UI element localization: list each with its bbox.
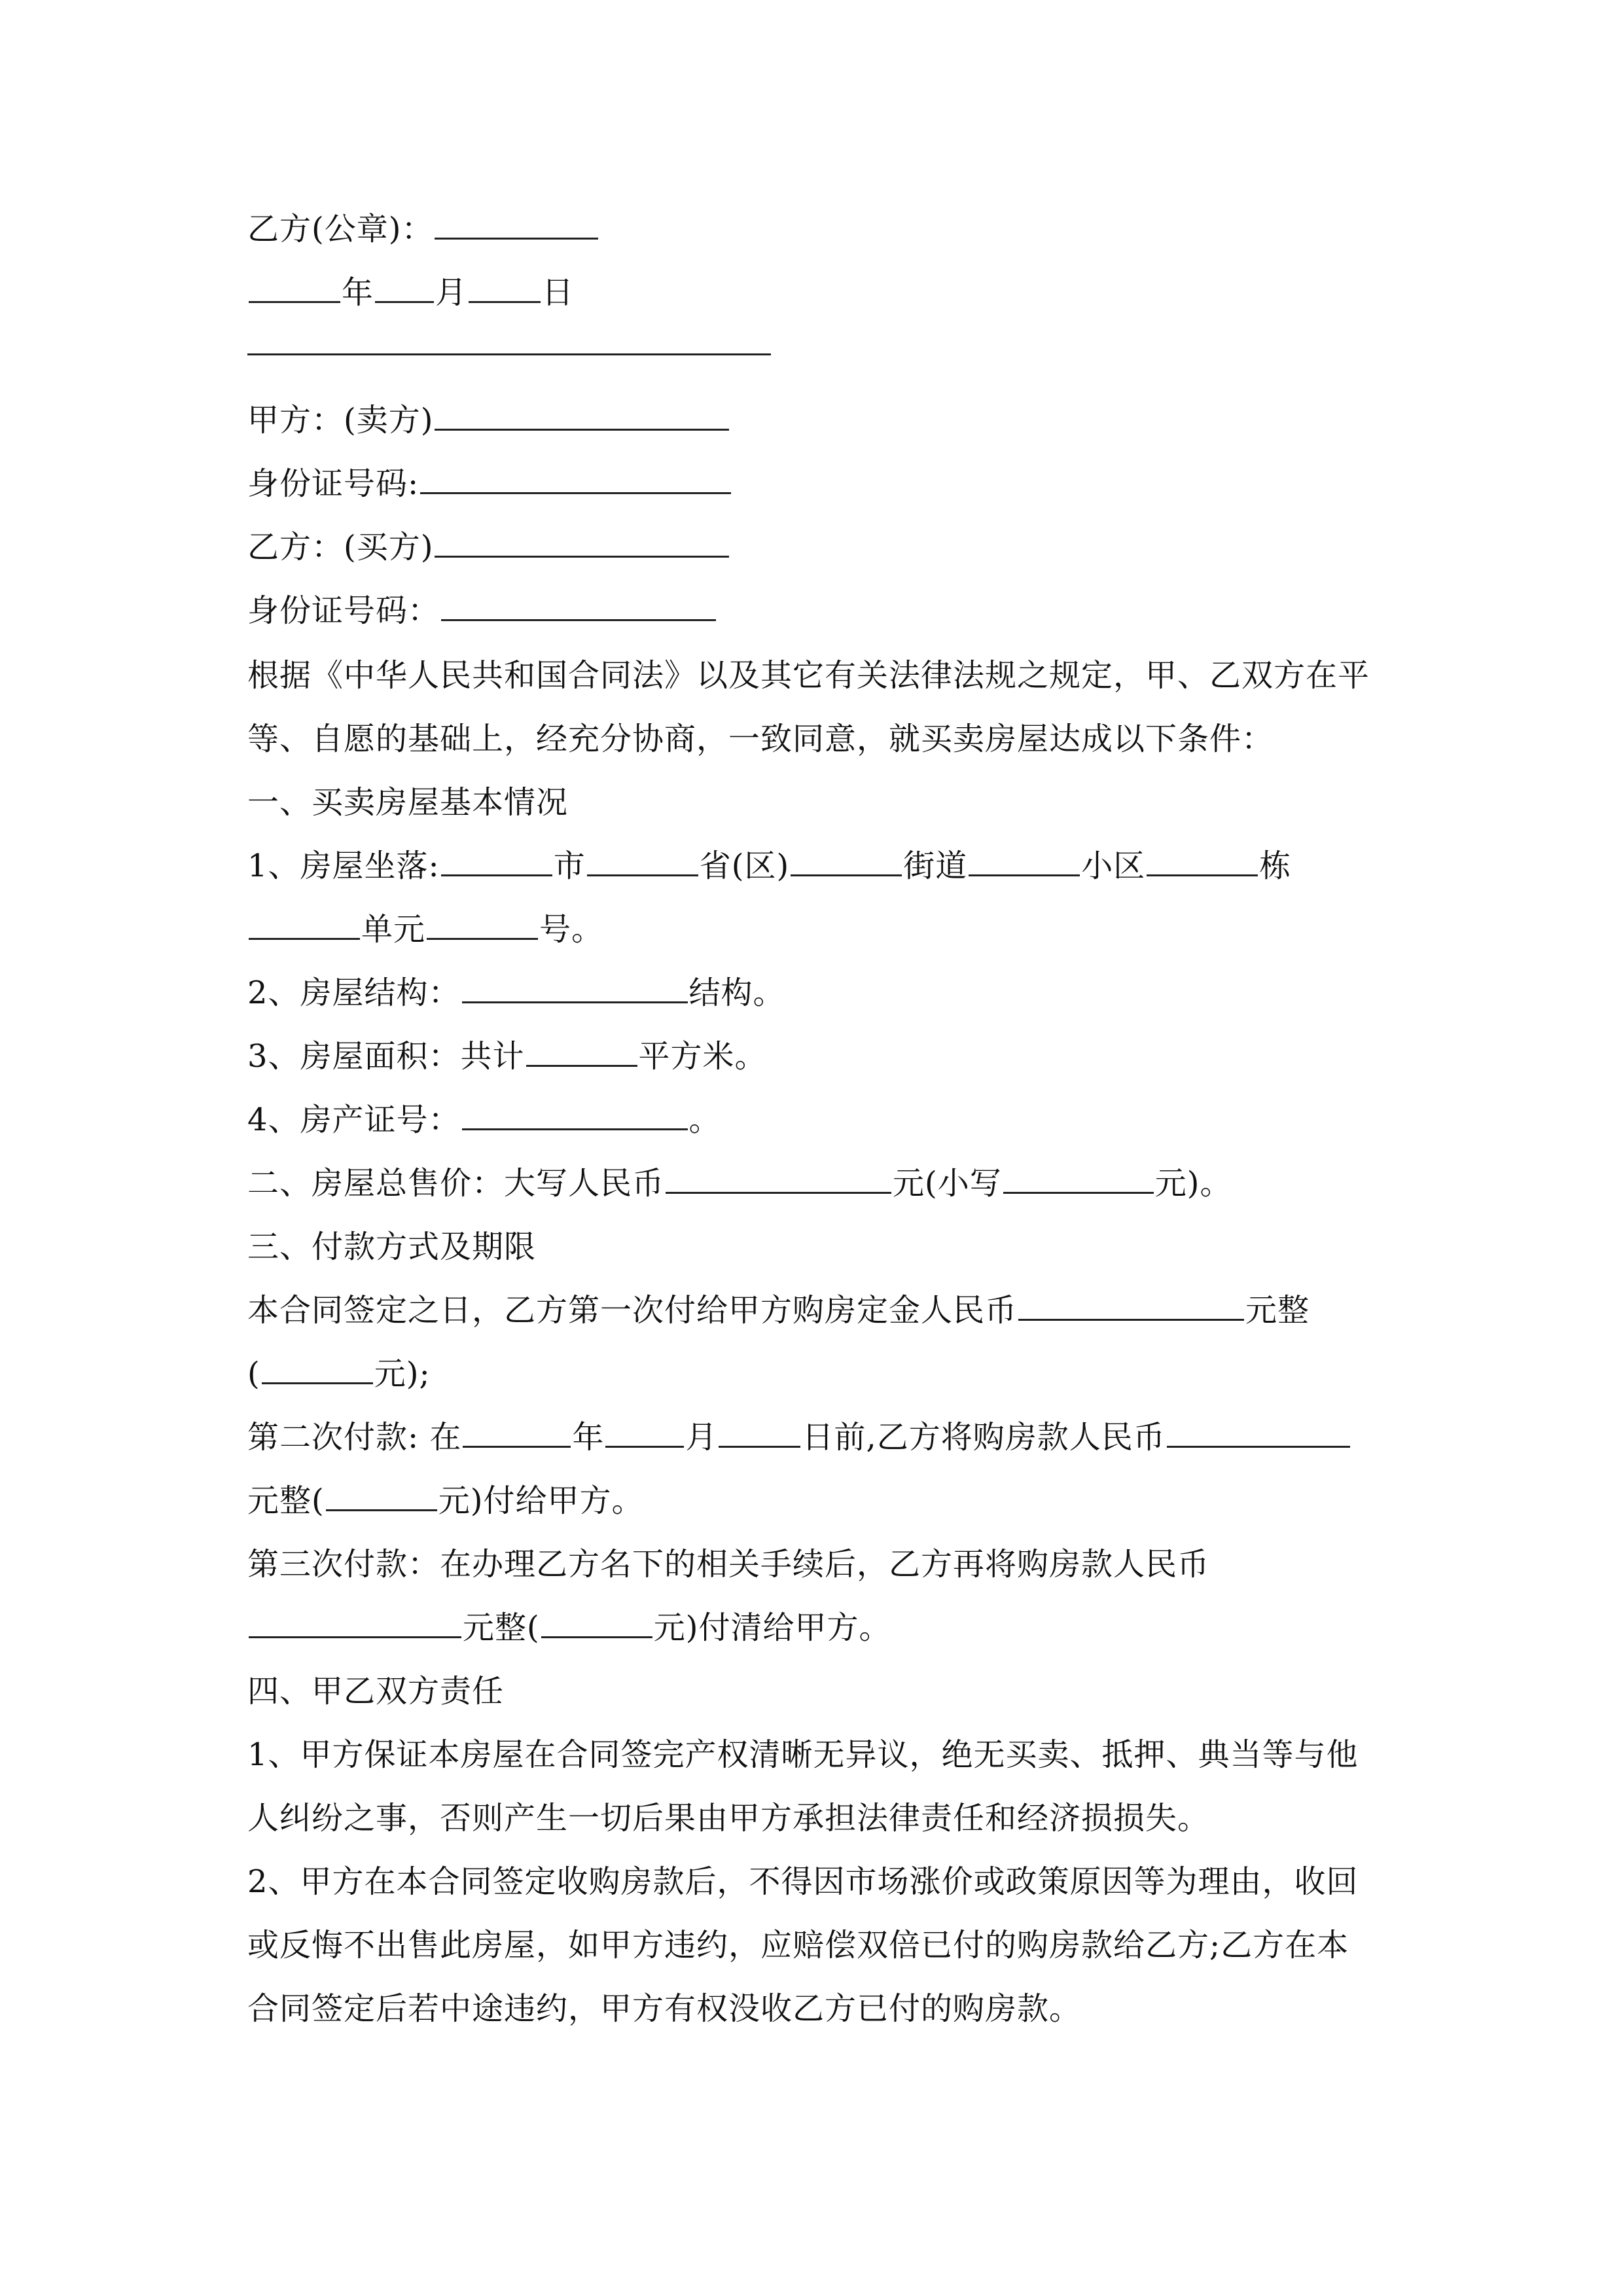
street-label: 街道 <box>903 848 968 884</box>
price-upper-blank <box>666 1163 891 1194</box>
year-blank <box>249 272 340 303</box>
unit-label: 单元 <box>361 911 426 948</box>
area-label: 3、房屋面积：共计 <box>247 1038 525 1075</box>
payment-2-month-blank <box>605 1417 684 1448</box>
location-line-2 <box>247 908 603 950</box>
payment-2-unit: 元整( <box>247 1482 325 1519</box>
building-label: 栋 <box>1259 848 1292 884</box>
city-blank <box>441 846 552 876</box>
id-b-label: 身份证号码： <box>247 592 440 629</box>
payment-1-line-1 <box>247 1289 1310 1331</box>
section-1-title: 一、买卖房屋基本情况 <box>247 784 569 821</box>
unit-blank <box>249 909 360 940</box>
payment-2-month: 月 <box>685 1419 718 1456</box>
number-blank <box>427 909 538 940</box>
payment-2-year: 年 <box>572 1419 605 1456</box>
payment-2-line-2 <box>247 1480 643 1522</box>
intro-line-1: 根据《中华人民共和国合同法》以及其它有关法律法规之规定，甲、乙双方在平 <box>247 657 1370 694</box>
area-blank <box>526 1036 637 1067</box>
price-lower-blank <box>1003 1163 1154 1194</box>
structure-blank <box>462 973 688 1003</box>
payment-1-text: 本合同签定之日，乙方第一次付给甲方购房定金人民币 <box>247 1292 1018 1329</box>
estate-label: 小区 <box>1081 848 1146 884</box>
clause-2-line-2: 或反悔不出售此房屋，如甲方违约，应赔偿双倍已付的购房款给乙方;乙方在本 <box>247 1927 1349 1964</box>
payment-1-unit: 元整 <box>1245 1292 1310 1329</box>
location-line-1 <box>247 845 1291 887</box>
party-b-blank <box>435 527 729 558</box>
price-suffix: 元)。 <box>1154 1165 1232 1202</box>
price-label: 二、房屋总售价：大写人民币 <box>247 1165 665 1202</box>
structure-line <box>247 972 785 1014</box>
certificate-label: 4、房产证号： <box>247 1102 461 1138</box>
section-3-title: 三、付款方式及期限 <box>247 1229 537 1265</box>
month-label: 月 <box>435 274 468 311</box>
payment-2-line-1 <box>247 1416 1351 1458</box>
deposit-small-blank <box>262 1354 373 1384</box>
area-suffix: 平方米。 <box>638 1038 767 1075</box>
payment-2-amount-blank <box>1167 1417 1350 1448</box>
certificate-line <box>247 1099 721 1141</box>
building-blank <box>1147 846 1258 876</box>
day-label: 日 <box>542 274 575 311</box>
payment-3-line-1: 第三次付款：在办理乙方名下的相关手续后，乙方再将购房款人民币 <box>247 1546 1210 1583</box>
payment-2-text: 第二次付款: 在 <box>247 1419 462 1456</box>
estate-blank <box>969 846 1080 876</box>
structure-suffix: 结构。 <box>688 975 785 1011</box>
price-mid: 元(小写 <box>893 1165 1002 1202</box>
area-line <box>247 1035 767 1077</box>
city-label: 市 <box>553 848 586 884</box>
price-line <box>247 1162 1232 1204</box>
payment-3-line-2 <box>247 1607 891 1649</box>
separator-rule <box>247 353 771 355</box>
street-blank <box>791 846 902 876</box>
payment-2-end: 元)付给甲方。 <box>438 1482 644 1519</box>
clause-1-line-1: 1、甲方保证本房屋在合同签完产权清晰无异议，绝无买卖、抵押、典当等与他 <box>247 1736 1359 1773</box>
party-b-seal-line <box>247 208 599 250</box>
payment-2-mid: 日前,乙方将购房款人民币 <box>802 1419 1166 1456</box>
payment-1-paren: ( <box>247 1355 260 1392</box>
certificate-blank <box>462 1100 688 1130</box>
party-a-line <box>247 399 730 441</box>
payment-2-year-blank <box>463 1417 571 1448</box>
section-4-title: 四、甲乙双方责任 <box>247 1673 505 1710</box>
year-label: 年 <box>342 274 374 311</box>
date-line <box>247 272 574 314</box>
day-blank <box>469 272 541 303</box>
intro-line-2: 等、自愿的基础上，经充分协商，一致同意，就买卖房屋达成以下条件： <box>247 721 1274 757</box>
payment-1-end: 元); <box>374 1355 431 1392</box>
party-a-label: 甲方：(卖方) <box>247 402 434 439</box>
clause-1-line-2: 人纠纷之事，否则产生一切后果由甲方承担法律责任和经济损损失。 <box>247 1800 1210 1837</box>
id-b-blank <box>441 590 716 621</box>
party-b-line <box>247 526 730 568</box>
location-label: 1、房屋坐落: <box>247 848 440 884</box>
clause-2-line-3: 合同签定后若中途违约，甲方有权没收乙方已付的购房款。 <box>247 1990 1082 2027</box>
structure-label: 2、房屋结构： <box>247 975 461 1011</box>
clause-2-line-1: 2、甲方在本合同签定收购房款后，不得因市场涨价或政策原因等为理由，收回 <box>247 1863 1359 1900</box>
id-a-blank <box>420 463 731 494</box>
payment-2-small-blank <box>326 1480 437 1511</box>
province-label: 省(区) <box>699 848 790 884</box>
party-a-blank <box>435 400 729 431</box>
month-blank <box>375 272 434 303</box>
payment-3-unit: 元整( <box>463 1609 540 1646</box>
payment-3-amount-blank <box>249 1607 461 1638</box>
number-label: 号。 <box>539 911 604 948</box>
party-b-label: 乙方：(买方) <box>247 529 434 565</box>
party-b-seal-label: 乙方(公章)： <box>247 211 434 247</box>
id-b-line <box>247 590 717 632</box>
payment-2-day-blank <box>719 1417 800 1448</box>
id-a-label: 身份证号码: <box>247 465 419 502</box>
payment-1-line-2 <box>247 1353 431 1395</box>
deposit-blank <box>1018 1290 1244 1321</box>
payment-3-end: 元)付清给甲方。 <box>653 1609 891 1646</box>
payment-3-small-blank <box>541 1607 652 1638</box>
id-a-line <box>247 463 732 505</box>
province-blank <box>587 846 698 876</box>
seal-blank <box>435 209 598 240</box>
certificate-suffix: 。 <box>688 1102 721 1138</box>
